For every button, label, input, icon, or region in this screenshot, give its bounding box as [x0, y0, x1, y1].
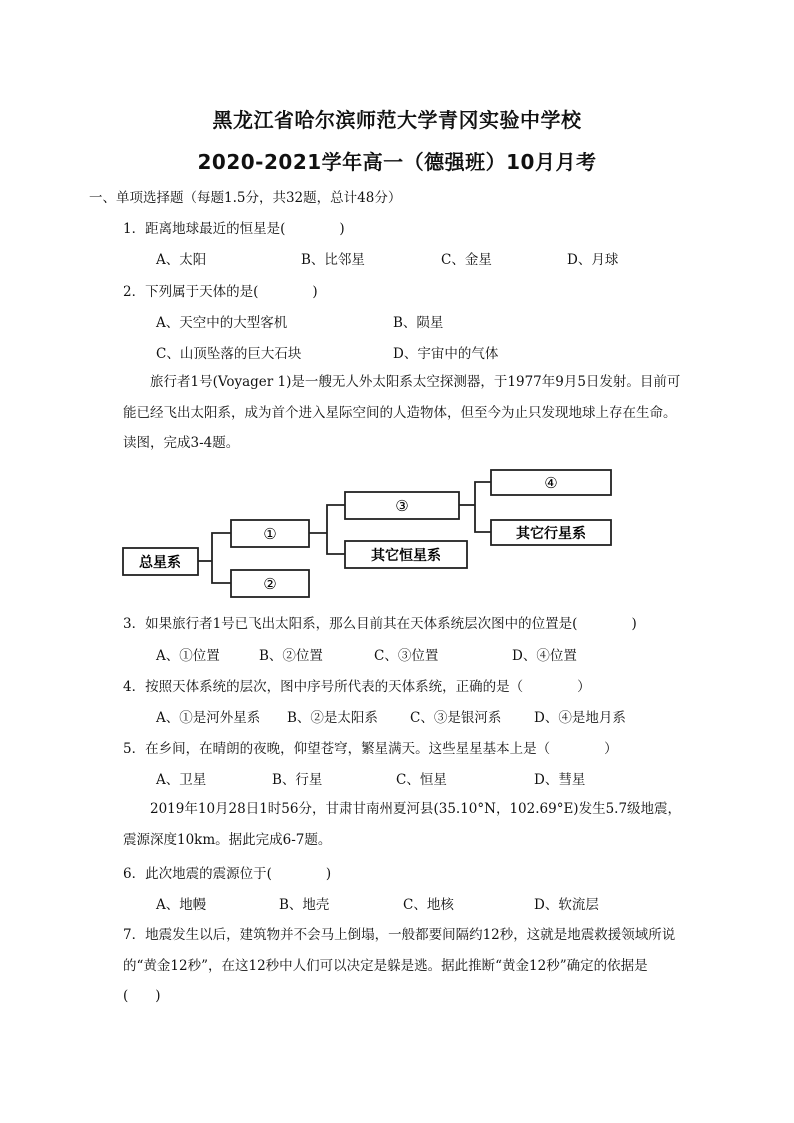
q5-option-b: B、行星	[272, 772, 323, 788]
label-other-planets: 其它行星系	[516, 526, 586, 542]
question-3-stem: 3．如果旅行者1号已飞出太阳系，那么目前其在天体系统层次图中的位置是( )	[123, 616, 637, 632]
q2-option-c: C、山顶坠落的巨大石块	[156, 346, 302, 362]
q5-option-d: D、彗星	[534, 772, 586, 788]
school-title: 黑龙江省哈尔滨师范大学青冈实验中学校	[212, 108, 582, 132]
q6-option-b: B、地壳	[279, 897, 330, 913]
q2-option-a: A、天空中的大型客机	[156, 315, 288, 331]
question-4-stem: 4．按照天体系统的层次，图中序号所代表的天体系统，正确的是（ ）	[123, 679, 591, 695]
label-total-galaxy: 总星系	[139, 555, 181, 571]
q1-option-d: D、月球	[567, 252, 619, 268]
label-node-4: ④	[544, 474, 558, 492]
question-5-stem: 5．在乡间，在晴朗的夜晚，仰望苍穹，繁星满天。这些星星基本上是（ ）	[123, 741, 618, 757]
q5-option-a: A、卫星	[156, 772, 207, 788]
q4-option-b: B、②是太阳系	[287, 710, 378, 726]
q4-option-d: D、④是地月系	[534, 710, 626, 726]
q5-option-c: C、恒星	[396, 772, 447, 788]
label-node-3: ③	[395, 497, 409, 515]
label-other-stars: 其它恒星系	[371, 548, 441, 564]
q1-option-a: A、太阳	[156, 252, 207, 268]
q3-option-b: B、②位置	[259, 648, 323, 664]
exam-title: 2020-2021学年高一（德强班）10月月考	[197, 150, 597, 174]
q3-option-a: A、①位置	[156, 648, 220, 664]
passage-voyager: 旅行者1号(Voyager 1)是一艘无人外太阳系太空探测器，于1977年9月5日发射。目前可能已经飞出太阳系，成为首个进入星际空间的人造物体，但至今为止只发现地球上存在生命。读图，完成3-4题。	[123, 374, 681, 451]
label-node-2: ②	[263, 575, 277, 593]
q3-option-d: D、④位置	[512, 648, 577, 664]
q6-option-d: D、软流层	[534, 897, 599, 913]
passage-earthquake: 2019年10月28日1时56分，甘肃甘南州夏河县(35.10°N，102.69°E)发生5.7级地震，震源深度10km。据此完成6-7题。	[123, 801, 682, 848]
q4-option-c: C、③是银河系	[410, 710, 502, 726]
q2-option-b: B、陨星	[393, 315, 444, 331]
q3-option-c: C、③位置	[374, 648, 439, 664]
q4-option-a: A、①是河外星系	[156, 710, 261, 726]
question-1-stem: 1．距离地球最近的恒星是( )	[123, 221, 345, 237]
q6-option-a: A、地幔	[156, 897, 207, 913]
question-7-stem: 7．地震发生以后，建筑物并不会马上倒塌，一般都要间隔约12秒，这就是地震救援领域所说的“黄金12秒”，在这12秒中人们可以决定是躲是逃。据此推断“黄金12秒”确定的依据是( )	[123, 927, 676, 1004]
q1-option-b: B、比邻星	[301, 252, 365, 268]
label-node-1: ①	[263, 525, 277, 543]
section-heading: 一、单项选择题（每题1.5分，共32题，总计48分）	[89, 190, 402, 206]
q2-option-d: D、宇宙中的气体	[393, 346, 499, 362]
question-2-stem: 2．下列属于天体的是( )	[123, 284, 318, 300]
q6-option-c: C、地核	[403, 897, 454, 913]
question-6-stem: 6．此次地震的震源位于( )	[123, 866, 332, 882]
q1-option-c: C、金星	[441, 252, 492, 268]
